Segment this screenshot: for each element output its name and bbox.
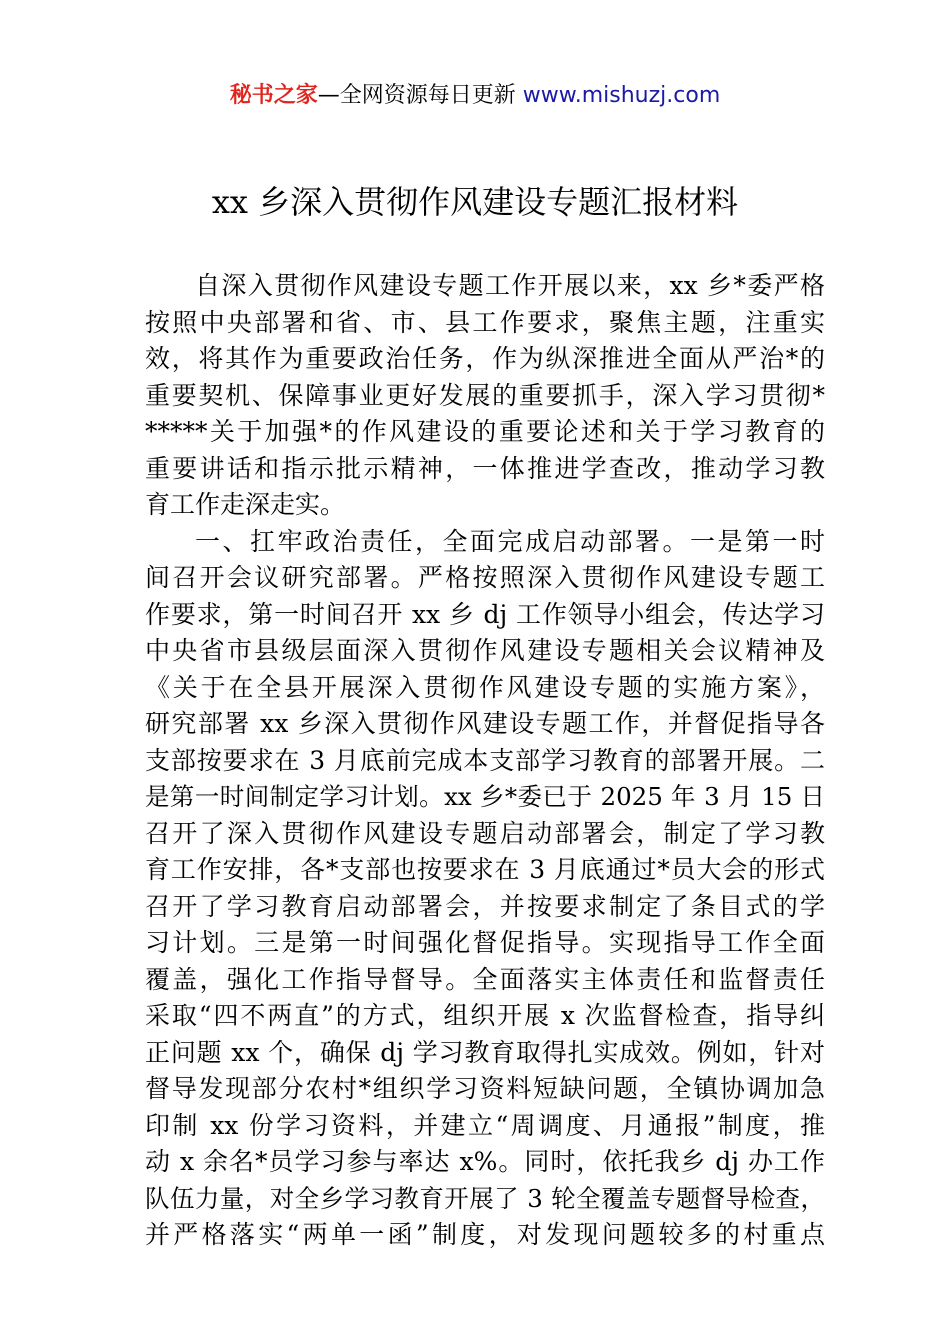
text-line: 召开了学习教育启动部署会，并按要求制定了条目式的学: [145, 891, 825, 921]
paragraph-intro: [145, 268, 825, 524]
text-line: 动 x 余名*员学习参与率达 x%。同时，依托我乡 dj 办工作: [145, 1147, 825, 1176]
text-line: 采取“四不两直”的方式，组织开展 x 次监督检查，指导纠: [145, 1001, 825, 1030]
text-line: 队伍力量，对全乡学习教育开展了 3 轮全覆盖专题督导检查，: [145, 1183, 825, 1213]
text-line: 支部按要求在 3 月底前完成本支部学习教育的部署开展。二: [145, 745, 825, 775]
text-line: *****关于加强*的作风建设的重要论述和关于学习教育的: [145, 417, 825, 446]
text-line: 间召开会议研究部署。严格按照深入贯彻作风建设专题工: [145, 563, 825, 592]
text-line: 作要求，第一时间召开 xx 乡 dj 工作领导小组会，传达学习: [145, 599, 825, 629]
text-line: 重要契机、保障事业更好发展的重要抓手，深入学习贯彻*: [145, 380, 825, 410]
text-line: 习计划。三是第一时间强化督促指导。实现指导工作全面: [145, 928, 825, 957]
text-line: 研究部署 xx 乡深入贯彻作风建设专题工作，并督促指导各: [145, 709, 825, 738]
document-body: [145, 268, 825, 1254]
site-brand: 秘书之家: [229, 83, 318, 108]
site-url-link[interactable]: www.mishuzj.com: [522, 83, 721, 108]
text-line: 是第一时间制定学习计划。xx 乡*委已于 2025 年 3 月 15 日: [145, 782, 825, 811]
text-line: 督导发现部分农村*组织学习资料短缺问题，全镇协调加急: [145, 1074, 825, 1103]
text-line: 《关于在全县开展深入贯彻作风建设专题的实施方案》，: [145, 672, 825, 702]
text-line: 召开了深入贯彻作风建设专题启动部署会，制定了学习教: [145, 818, 825, 848]
text-line: 并严格落实“两单一函”制度，对发现问题较多的村重点: [145, 1220, 825, 1249]
paragraph-section-one: [145, 524, 825, 1254]
text-line: 中央省市县级层面深入贯彻作风建设专题相关会议精神及: [145, 636, 825, 665]
text-line: 按照中央部署和省、市、县工作要求，聚焦主题，注重实: [145, 307, 825, 337]
text-line: 一、扛牢政治责任，全面完成启动部署。一是第一时: [195, 526, 825, 556]
document-title: xx 乡深入贯彻作风建设专题汇报材料: [211, 183, 739, 221]
text-line: 效，将其作为重要政治任务，作为纵深推进全面从严治*的: [145, 344, 825, 373]
site-slogan: —全网资源每日更新: [317, 83, 523, 108]
text-line: 覆盖，强化工作指导督导。全面落实主体责任和监督责任: [145, 964, 825, 994]
text-line: 正问题 xx 个，确保 dj 学习教育取得扎实成效。例如，针对: [145, 1037, 825, 1067]
site-header: [0, 80, 950, 112]
text-line: 育工作走深走实。: [145, 490, 346, 519]
text-line: 育工作安排，各*支部也按要求在 3 月底通过*员大会的形式: [145, 855, 825, 884]
text-line: 重要讲话和指示批示精神，一体推进学查改，推动学习教: [145, 453, 825, 483]
text-line: 印制 xx 份学习资料，并建立“周调度、月通报”制度，推: [145, 1110, 825, 1140]
text-line: 自深入贯彻作风建设专题工作开展以来，xx 乡*委严格: [195, 271, 825, 300]
